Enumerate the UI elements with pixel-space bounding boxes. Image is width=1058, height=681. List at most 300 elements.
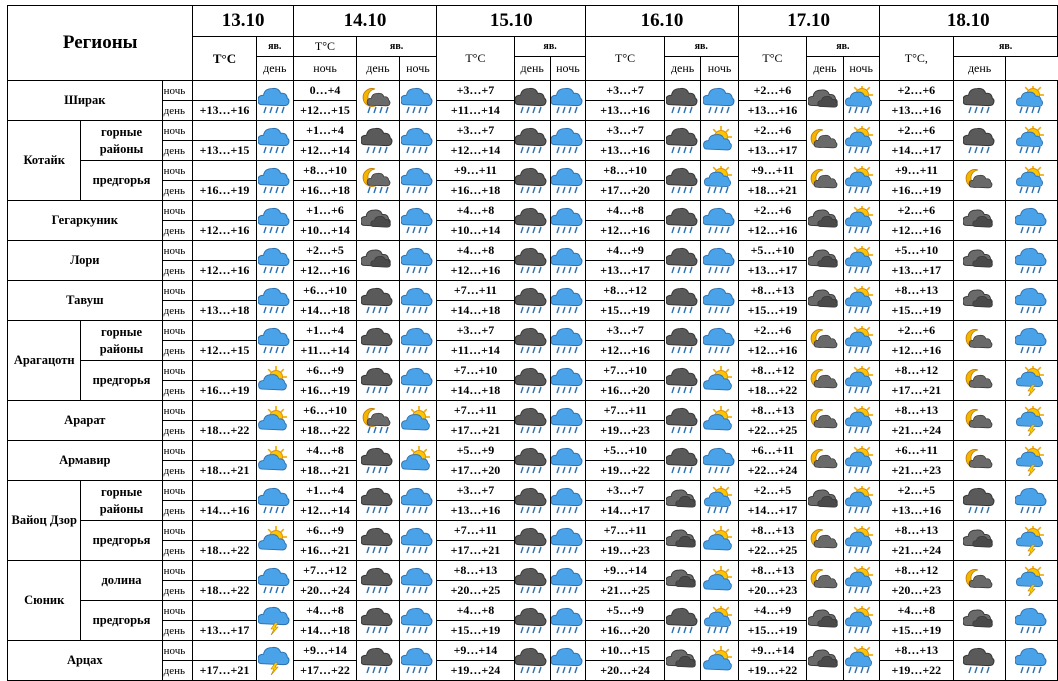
sun-storm-icon <box>1006 521 1058 561</box>
temp-day: +13…+17 <box>738 141 807 161</box>
sun-storm-icon <box>1006 361 1058 401</box>
temp-empty <box>193 241 256 261</box>
phenomena-header: яв. <box>807 37 879 57</box>
temp-night: +3…+7 <box>586 81 665 101</box>
moon-cloud-icon <box>807 161 844 201</box>
temp-night: +3…+7 <box>437 321 515 341</box>
temp-day: +17…+21 <box>437 421 515 441</box>
temp-night: +8…+13 <box>738 561 807 581</box>
night-header: ночь <box>701 57 738 81</box>
day-header: день <box>954 57 1006 81</box>
temp-night: +8…+13 <box>879 641 954 661</box>
region-name: Ширак <box>8 81 163 121</box>
temp-header: T°C <box>586 37 665 81</box>
temp-night: +8…+10 <box>586 161 665 181</box>
temp-empty <box>193 321 256 341</box>
temp-night: +6…+10 <box>293 281 356 301</box>
temp-night: +8…+13 <box>738 281 807 301</box>
table-row <box>8 361 1058 381</box>
dark-cloud-icon <box>357 241 400 281</box>
date-header: 17.10 <box>738 6 879 37</box>
temp-day: +14…+18 <box>293 301 356 321</box>
night-label: ночь <box>162 401 193 421</box>
sun-cloud-icon <box>701 361 738 401</box>
temp-day: +14…+16 <box>193 501 256 521</box>
sun-cloud-icon <box>399 401 436 441</box>
temp-day: +22…+25 <box>738 541 807 561</box>
temp-night: +3…+7 <box>437 481 515 501</box>
temp-night: +6…+11 <box>879 441 954 461</box>
temp-day: +13…+17 <box>879 261 954 281</box>
night-label: ночь <box>162 441 193 461</box>
temp-day: +12…+16 <box>586 221 665 241</box>
temp-night: +8…+10 <box>293 161 356 181</box>
table-row <box>8 521 1058 541</box>
temp-day: +12…+16 <box>193 221 256 241</box>
dark-cloud-icon <box>954 521 1006 561</box>
dark-rain-icon <box>514 521 550 561</box>
cloud-rain-icon <box>256 561 293 601</box>
sun-rain-icon <box>843 441 879 481</box>
region-name: Тавуш <box>8 281 163 321</box>
table-row <box>8 281 1058 301</box>
day-label: день <box>162 101 193 121</box>
temp-night: +2…+6 <box>738 201 807 221</box>
dark-rain-icon <box>357 481 400 521</box>
table-row <box>8 321 1058 341</box>
temp-day: +16…+19 <box>193 381 256 401</box>
date-header: 15.10 <box>437 6 586 37</box>
sun-storm-icon <box>1006 441 1058 481</box>
phenomena-header: яв. <box>664 37 738 57</box>
temp-day: +16…+21 <box>293 541 356 561</box>
temp-day: +12…+14 <box>293 141 356 161</box>
dark-rain-icon <box>357 361 400 401</box>
cloud-rain-icon <box>399 81 436 121</box>
subregion-name: горные районы <box>81 121 162 161</box>
sun-rain-icon <box>843 641 879 681</box>
sun-rain-icon <box>701 161 738 201</box>
temp-day: +21…+24 <box>879 541 954 561</box>
sun-cloud-icon <box>701 121 738 161</box>
temp-night: +3…+7 <box>586 321 665 341</box>
temp-night: +7…+12 <box>293 561 356 581</box>
temp-night: +2…+5 <box>738 481 807 501</box>
temp-day: +18…+22 <box>193 421 256 441</box>
sun-rain-icon <box>701 481 738 521</box>
night-header: ночь <box>550 57 586 81</box>
dark-rain-icon <box>514 81 550 121</box>
moon-cloud-icon <box>954 321 1006 361</box>
dark-cloud-icon <box>954 281 1006 321</box>
cloud-rain-icon <box>550 401 586 441</box>
cloud-rain-icon <box>256 121 293 161</box>
temp-empty <box>193 201 256 221</box>
temp-night: +6…+9 <box>293 521 356 541</box>
dark-rain-icon <box>514 401 550 441</box>
cloud-rain-icon <box>701 201 738 241</box>
temp-night: +7…+10 <box>437 361 515 381</box>
region-name: Котайк <box>8 121 81 201</box>
dark-rain-icon <box>514 161 550 201</box>
cloud-rain-icon <box>701 81 738 121</box>
night-label: ночь <box>162 361 193 381</box>
sun-rain-icon <box>843 361 879 401</box>
table-row <box>8 561 1058 581</box>
temp-night: +4…+8 <box>437 201 515 221</box>
dark-rain-icon <box>664 401 701 441</box>
day-label: день <box>162 661 193 681</box>
cloud-rain-icon <box>550 281 586 321</box>
sun-rain-icon <box>843 601 879 641</box>
dark-cloud-icon <box>807 81 844 121</box>
dark-rain-icon <box>664 121 701 161</box>
temp-night: +9…+11 <box>879 161 954 181</box>
cloud-rain-icon <box>399 601 436 641</box>
dark-cloud-icon <box>357 201 400 241</box>
temp-night: +9…+14 <box>437 641 515 661</box>
night-header: ночь <box>399 57 436 81</box>
dark-cloud-icon <box>664 521 701 561</box>
cloud-rain-icon <box>256 281 293 321</box>
temp-night: +8…+13 <box>738 401 807 421</box>
forecast-table <box>7 5 1058 681</box>
temp-day: +15…+19 <box>437 621 515 641</box>
temp-day: +13…+18 <box>193 301 256 321</box>
moon-cloud-icon <box>954 361 1006 401</box>
night-label: ночь <box>162 161 193 181</box>
temp-day: +12…+14 <box>437 141 515 161</box>
temp-night: +1…+4 <box>293 321 356 341</box>
sun-rain-icon <box>701 601 738 641</box>
temp-day: +12…+14 <box>293 501 356 521</box>
temp-night: +4…+9 <box>586 241 665 261</box>
temp-night: +9…+14 <box>293 641 356 661</box>
temp-night: +4…+8 <box>586 201 665 221</box>
dark-rain-icon <box>357 321 400 361</box>
sun-rain-icon <box>843 161 879 201</box>
temp-empty <box>193 161 256 181</box>
date-header: 16.10 <box>586 6 738 37</box>
date-header: 13.10 <box>193 6 293 37</box>
temp-night: +9…+11 <box>437 161 515 181</box>
dark-cloud-icon <box>807 241 844 281</box>
temp-day: +15…+19 <box>738 621 807 641</box>
temp-night: +8…+13 <box>879 521 954 541</box>
dark-rain-icon <box>954 121 1006 161</box>
temp-night: +2…+5 <box>293 241 356 261</box>
temp-night: +6…+11 <box>738 441 807 461</box>
cloud-rain-icon <box>701 321 738 361</box>
night-label: ночь <box>162 601 193 621</box>
dark-rain-icon <box>954 481 1006 521</box>
sun-cloud-icon <box>701 521 738 561</box>
cloud-rain-icon <box>256 481 293 521</box>
cloud-rain-icon <box>701 441 738 481</box>
date-header: 14.10 <box>293 6 436 37</box>
moon-cloud-icon <box>807 121 844 161</box>
dark-rain-icon <box>357 121 400 161</box>
cloud-rain-icon <box>550 321 586 361</box>
temp-day: +12…+16 <box>879 341 954 361</box>
temp-header: T°C <box>193 37 256 81</box>
temp-night: +2…+6 <box>879 321 954 341</box>
dark-rain-icon <box>514 321 550 361</box>
temp-day: +12…+15 <box>193 341 256 361</box>
temp-day: +12…+16 <box>738 341 807 361</box>
night-label: ночь <box>162 201 193 221</box>
cloud-rain-icon <box>550 641 586 681</box>
cloud-rain-icon <box>1006 601 1058 641</box>
temp-night: +8…+12 <box>738 361 807 381</box>
dark-rain-icon <box>514 441 550 481</box>
temp-day: +10…+14 <box>293 221 356 241</box>
table-row <box>8 241 1058 261</box>
dark-rain-icon <box>664 441 701 481</box>
table-row <box>8 81 1058 101</box>
temp-night: +3…+7 <box>437 81 515 101</box>
temp-day: +19…+24 <box>437 661 515 681</box>
phenomena-header: яв. <box>357 37 437 57</box>
dark-rain-icon <box>514 201 550 241</box>
cloud-rain-icon <box>550 121 586 161</box>
temp-day: +17…+22 <box>293 661 356 681</box>
temp-night: +2…+6 <box>738 321 807 341</box>
temp-day: +13…+16 <box>879 101 954 121</box>
temp-night: +1…+4 <box>293 121 356 141</box>
temp-night: +9…+14 <box>738 641 807 661</box>
cloud-rain-icon <box>399 161 436 201</box>
temp-day: +22…+24 <box>738 461 807 481</box>
day-label: день <box>162 261 193 281</box>
region-name: Арагацотн <box>8 321 81 401</box>
moon-rain-icon <box>357 81 400 121</box>
temp-day: +14…+18 <box>437 301 515 321</box>
temp-day: +11…+14 <box>437 341 515 361</box>
temp-day: +21…+23 <box>879 461 954 481</box>
night-label: ночь <box>162 561 193 581</box>
temp-day: +19…+23 <box>586 421 665 441</box>
cloud-rain-icon <box>399 641 436 681</box>
temp-day: +14…+18 <box>437 381 515 401</box>
subregion-name: предгорья <box>81 161 162 201</box>
dark-cloud-icon <box>664 561 701 601</box>
temp-day: +16…+18 <box>437 181 515 201</box>
temp-night: +8…+12 <box>879 361 954 381</box>
night-label: ночь <box>162 521 193 541</box>
cloud-rain-icon <box>550 361 586 401</box>
dark-rain-icon <box>514 641 550 681</box>
day-label: день <box>162 581 193 601</box>
dark-cloud-icon <box>954 241 1006 281</box>
temp-day: +16…+19 <box>193 181 256 201</box>
temp-day: +13…+16 <box>586 101 665 121</box>
dark-rain-icon <box>954 641 1006 681</box>
temp-day: +18…+22 <box>738 381 807 401</box>
dark-rain-icon <box>664 321 701 361</box>
temp-empty <box>193 281 256 301</box>
sun-storm-icon <box>1006 401 1058 441</box>
moon-cloud-icon <box>807 561 844 601</box>
cloud-rain-icon <box>550 81 586 121</box>
temp-day: +12…+16 <box>193 261 256 281</box>
cloud-rain-icon <box>550 561 586 601</box>
temp-day: +20…+23 <box>738 581 807 601</box>
temp-empty <box>193 361 256 381</box>
sun-cloud-icon <box>256 521 293 561</box>
temp-night: +7…+11 <box>586 401 665 421</box>
cloud-rain-icon <box>1006 321 1058 361</box>
temp-day: +16…+18 <box>293 181 356 201</box>
temp-header: T°C, <box>879 37 954 81</box>
dark-rain-icon <box>664 161 701 201</box>
cloud-rain-icon <box>399 121 436 161</box>
temp-night: +2…+6 <box>738 121 807 141</box>
dark-rain-icon <box>357 441 400 481</box>
temp-day: +16…+19 <box>293 381 356 401</box>
temp-header: T°C <box>738 37 807 81</box>
night-label: ночь <box>162 121 193 141</box>
temp-day: +13…+16 <box>586 141 665 161</box>
day-label: день <box>162 381 193 401</box>
temp-night: +9…+14 <box>586 561 665 581</box>
temp-night: +7…+11 <box>437 401 515 421</box>
dark-cloud-icon <box>664 641 701 681</box>
cloud-rain-icon <box>1006 281 1058 321</box>
day-label: день <box>162 141 193 161</box>
cloud-rain-icon <box>550 161 586 201</box>
table-row <box>8 641 1058 661</box>
moon-cloud-icon <box>954 161 1006 201</box>
temp-night: +2…+5 <box>879 481 954 501</box>
temp-day: +18…+22 <box>293 421 356 441</box>
temp-day: +13…+17 <box>738 261 807 281</box>
temp-night: +4…+8 <box>293 601 356 621</box>
moon-cloud-icon <box>954 441 1006 481</box>
temp-day: +11…+14 <box>293 341 356 361</box>
temp-night: +4…+8 <box>437 601 515 621</box>
temp-day: +12…+16 <box>586 341 665 361</box>
temp-header: T°C <box>437 37 515 81</box>
dark-rain-icon <box>664 201 701 241</box>
sun-rain-icon <box>843 321 879 361</box>
sun-cloud-icon <box>256 441 293 481</box>
temp-day: +15…+19 <box>879 621 954 641</box>
temp-night: +8…+13 <box>437 561 515 581</box>
dark-rain-icon <box>664 81 701 121</box>
dark-cloud-icon <box>807 281 844 321</box>
sun-rain-icon <box>1006 121 1058 161</box>
temp-day: +17…+21 <box>437 541 515 561</box>
temp-day: +13…+15 <box>193 141 256 161</box>
dark-cloud-icon <box>807 601 844 641</box>
sun-cloud-icon <box>701 561 738 601</box>
cloud-rain-icon <box>256 321 293 361</box>
phenomena-header: яв. <box>954 37 1058 57</box>
temp-header: T°C <box>293 37 356 57</box>
cloud-rain-icon <box>550 481 586 521</box>
temp-night: +8…+13 <box>738 521 807 541</box>
cloud-rain-icon <box>701 281 738 321</box>
day-header: день <box>256 57 293 81</box>
temp-day: +14…+17 <box>738 501 807 521</box>
dark-rain-icon <box>514 601 550 641</box>
temp-day: +20…+24 <box>293 581 356 601</box>
dark-rain-icon <box>514 121 550 161</box>
temp-day: +19…+22 <box>879 661 954 681</box>
temp-night: +7…+10 <box>586 361 665 381</box>
moon-cloud-icon <box>807 521 844 561</box>
temp-day: +19…+22 <box>586 461 665 481</box>
temp-day: +15…+19 <box>586 301 665 321</box>
sun-rain-icon <box>843 481 879 521</box>
sun-rain-icon <box>843 241 879 281</box>
temp-night: +9…+11 <box>738 161 807 181</box>
table-row <box>8 441 1058 461</box>
sun-rain-icon <box>843 561 879 601</box>
day-header: день <box>807 57 844 81</box>
cloud-rain-icon <box>550 601 586 641</box>
dark-cloud-icon <box>807 641 844 681</box>
temp-night: +6…+10 <box>293 401 356 421</box>
temp-empty <box>193 481 256 501</box>
dark-rain-icon <box>514 561 550 601</box>
temp-day: +18…+22 <box>193 581 256 601</box>
temp-night: +2…+6 <box>738 81 807 101</box>
table-row <box>8 401 1058 421</box>
temp-day: +15…+19 <box>738 301 807 321</box>
night-label: ночь <box>162 241 193 261</box>
sun-rain-icon <box>843 521 879 561</box>
dark-rain-icon <box>664 601 701 641</box>
day-header: день <box>514 57 550 81</box>
temp-night: +5…+9 <box>586 601 665 621</box>
dark-rain-icon <box>357 601 400 641</box>
dark-rain-icon <box>664 241 701 281</box>
temp-night: +4…+8 <box>437 241 515 261</box>
temp-day: +20…+25 <box>437 581 515 601</box>
cloud-rain-icon <box>1006 201 1058 241</box>
temp-night: +8…+12 <box>879 561 954 581</box>
day-label: день <box>162 501 193 521</box>
day-header: день <box>664 57 701 81</box>
temp-day: +12…+16 <box>293 261 356 281</box>
temp-day: +10…+14 <box>437 221 515 241</box>
temp-day: +19…+22 <box>738 661 807 681</box>
temp-night: +5…+9 <box>437 441 515 461</box>
dark-rain-icon <box>514 361 550 401</box>
region-name: Сюник <box>8 561 81 641</box>
sun-rain-icon <box>1006 161 1058 201</box>
temp-night: +2…+6 <box>879 121 954 141</box>
region-name: Лори <box>8 241 163 281</box>
sun-cloud-icon <box>399 441 436 481</box>
dark-rain-icon <box>514 481 550 521</box>
temp-day: +16…+19 <box>879 181 954 201</box>
sun-rain-icon <box>1006 81 1058 121</box>
temp-night: +5…+10 <box>879 241 954 261</box>
temp-night: +4…+9 <box>738 601 807 621</box>
dark-rain-icon <box>514 241 550 281</box>
night-label: ночь <box>162 321 193 341</box>
sun-rain-icon <box>843 401 879 441</box>
region-name: Вайоц Дзор <box>8 481 81 561</box>
table-row <box>8 121 1058 141</box>
night-header: ночь <box>293 57 356 81</box>
cloud-rain-icon <box>399 241 436 281</box>
day-label: день <box>162 421 193 441</box>
temp-night: +2…+6 <box>879 201 954 221</box>
